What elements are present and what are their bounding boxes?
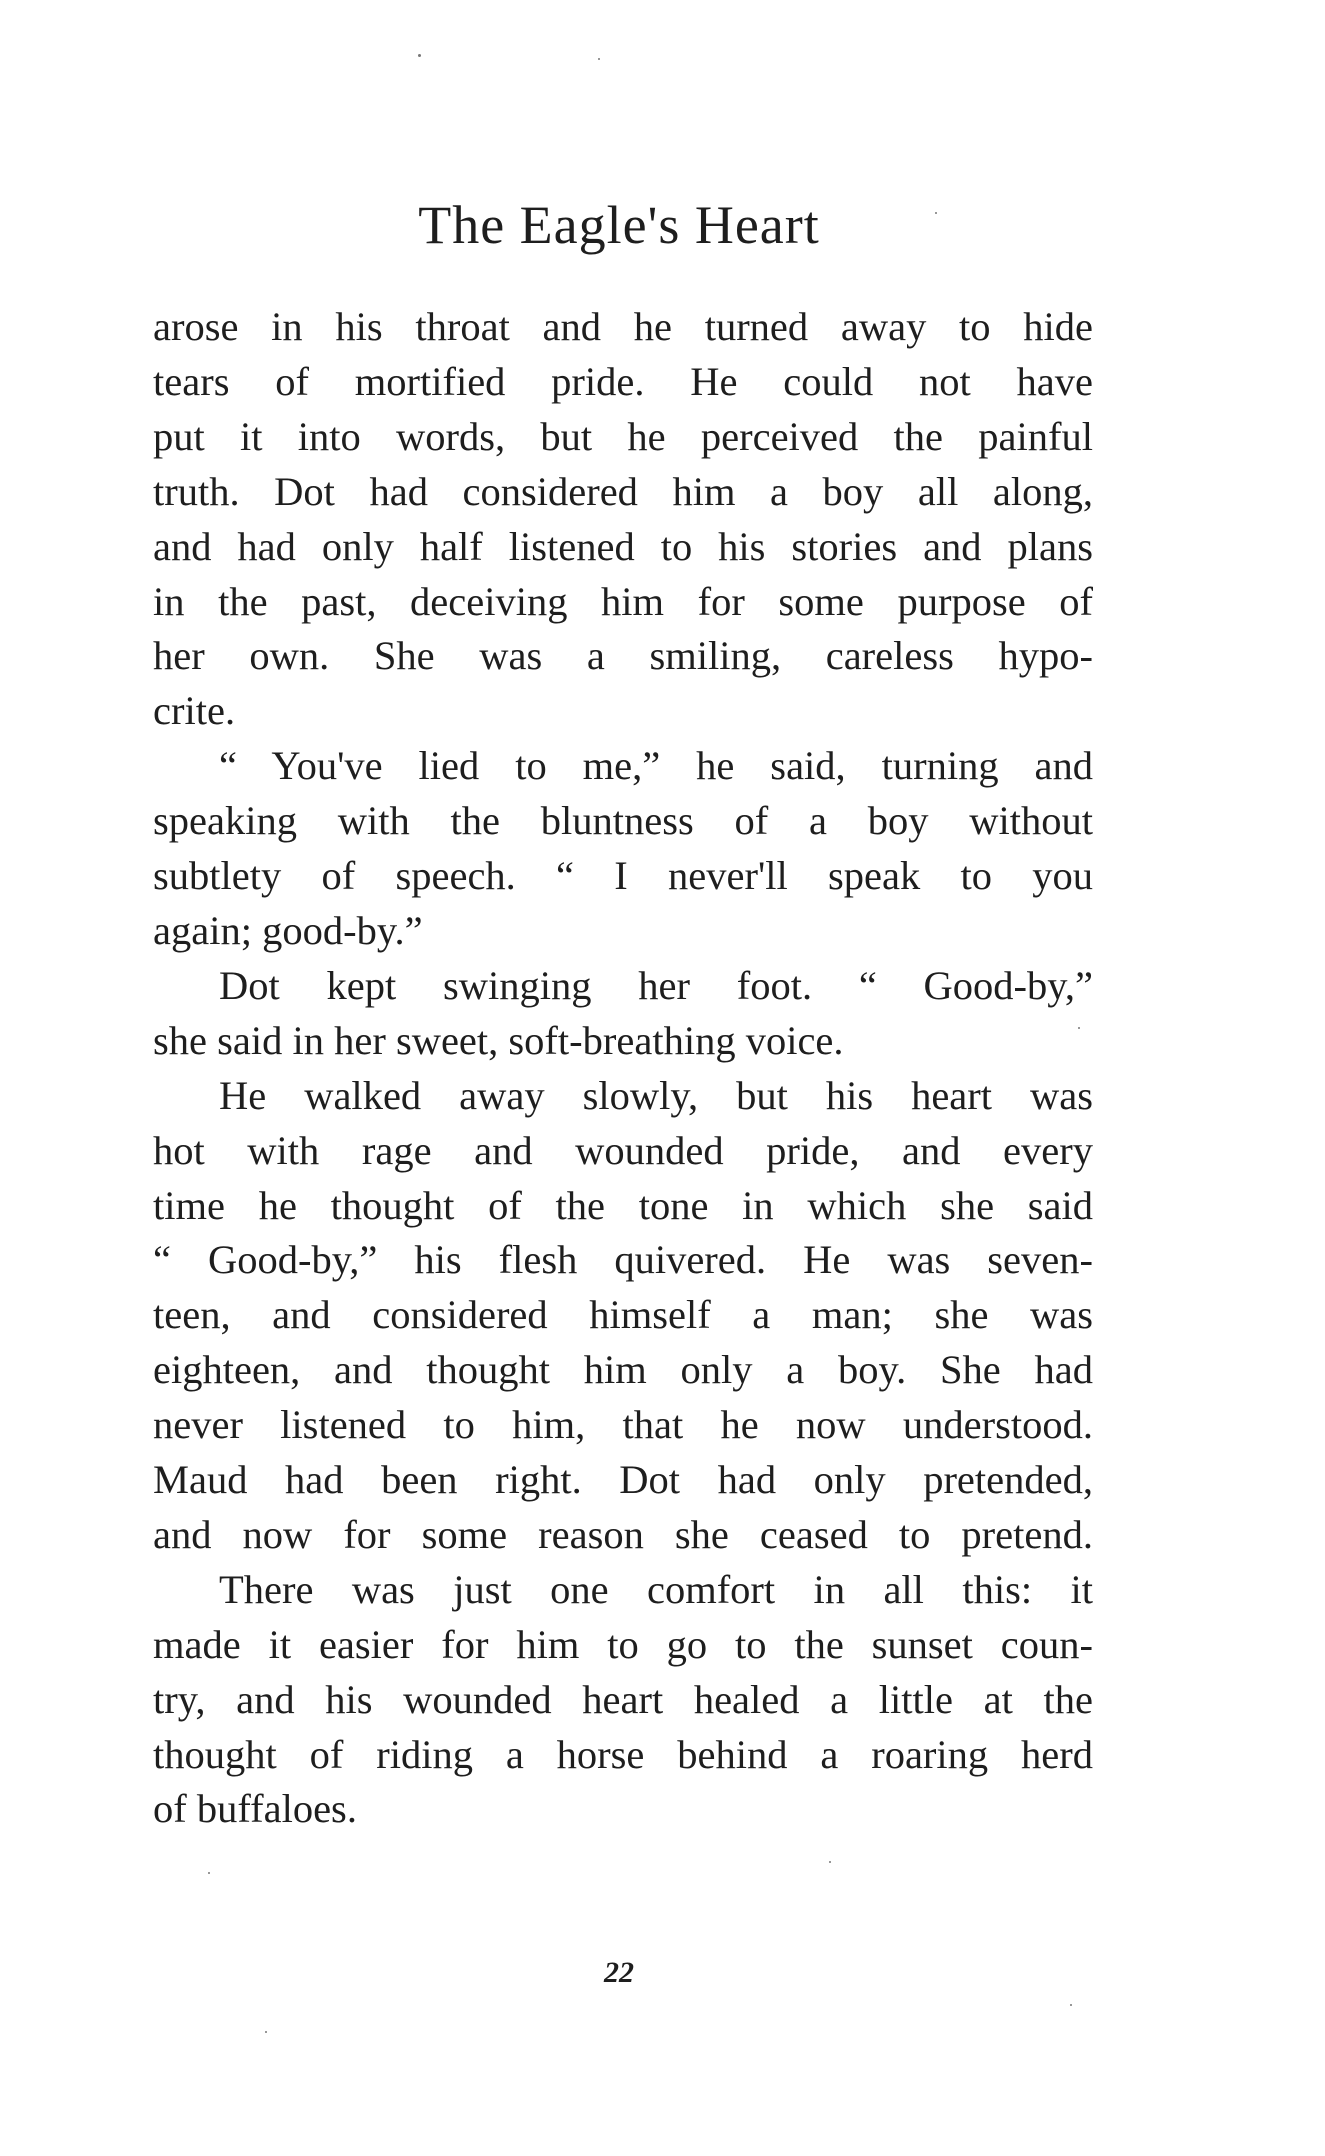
text-line: thought of riding a horse behind a roaring herd — [153, 1731, 1093, 1777]
paragraph — [153, 959, 1093, 1069]
text-line: Dot kept swinging her foot. “ Good-by,” — [219, 962, 1093, 1008]
paragraph — [153, 1563, 1093, 1838]
text-line: “ Good-by,” his flesh quivered. He was seven- — [153, 1237, 1093, 1283]
text-line: crite. — [153, 688, 236, 734]
paper-speck — [598, 58, 600, 60]
paragraph — [153, 300, 1093, 739]
body-text — [153, 300, 1093, 1837]
text-line: hot with rage and wounded pride, and every — [153, 1127, 1093, 1173]
paper-speck — [1070, 2004, 1072, 2006]
page-number: 22 — [604, 1956, 634, 1989]
text-line: truth. Dot had considered him a boy all along, — [153, 468, 1093, 514]
paper-speck — [418, 54, 421, 57]
text-line: try, and his wounded heart healed a little at the — [153, 1676, 1093, 1722]
text-line: “ You've lied to me,” he said, turning and — [219, 743, 1093, 789]
text-line: and had only half listened to his stories and plans — [153, 523, 1093, 569]
text-line: again; good-by.” — [153, 907, 423, 953]
text-line: eighteen, and thought him only a boy. She had — [153, 1347, 1093, 1393]
text-line: never listened to him, that he now understood. — [153, 1402, 1093, 1448]
text-line: time he thought of the tone in which she said — [153, 1182, 1093, 1228]
text-line: teen, and considered himself a man; she was — [153, 1292, 1093, 1338]
text-line: He walked away slowly, but his heart was — [219, 1072, 1093, 1118]
running-title: The Eagle's Heart — [418, 195, 820, 255]
text-line: she said in her sweet, soft-breathing voice. — [153, 1017, 844, 1063]
text-line: Maud had been right. Dot had only pretended, — [153, 1457, 1093, 1503]
paper-speck — [829, 1861, 831, 1863]
text-line: her own. She was a smiling, careless hypo- — [153, 633, 1093, 679]
text-line: speaking with the bluntness of a boy without — [153, 798, 1093, 844]
text-line: in the past, deceiving him for some purpose of — [153, 578, 1093, 624]
text-line: arose in his throat and he turned away to hide — [153, 304, 1093, 349]
text-line: subtlety of speech. “ I never'll speak to you — [153, 853, 1093, 899]
text-line: There was just one comfort in all this: it — [219, 1566, 1093, 1612]
paragraph — [153, 1069, 1093, 1563]
paragraph — [153, 739, 1093, 959]
text-line: made it easier for him to go to the sunset coun- — [153, 1621, 1093, 1667]
paper-speck — [208, 1872, 210, 1874]
text-line: and now for some reason she ceased to pretend. — [153, 1511, 1093, 1557]
text-line: put it into words, but he perceived the painful — [153, 413, 1093, 459]
paper-speck — [265, 2031, 267, 2033]
text-line: of buffaloes. — [153, 1786, 357, 1832]
text-line: tears of mortified pride. He could not have — [153, 358, 1093, 404]
